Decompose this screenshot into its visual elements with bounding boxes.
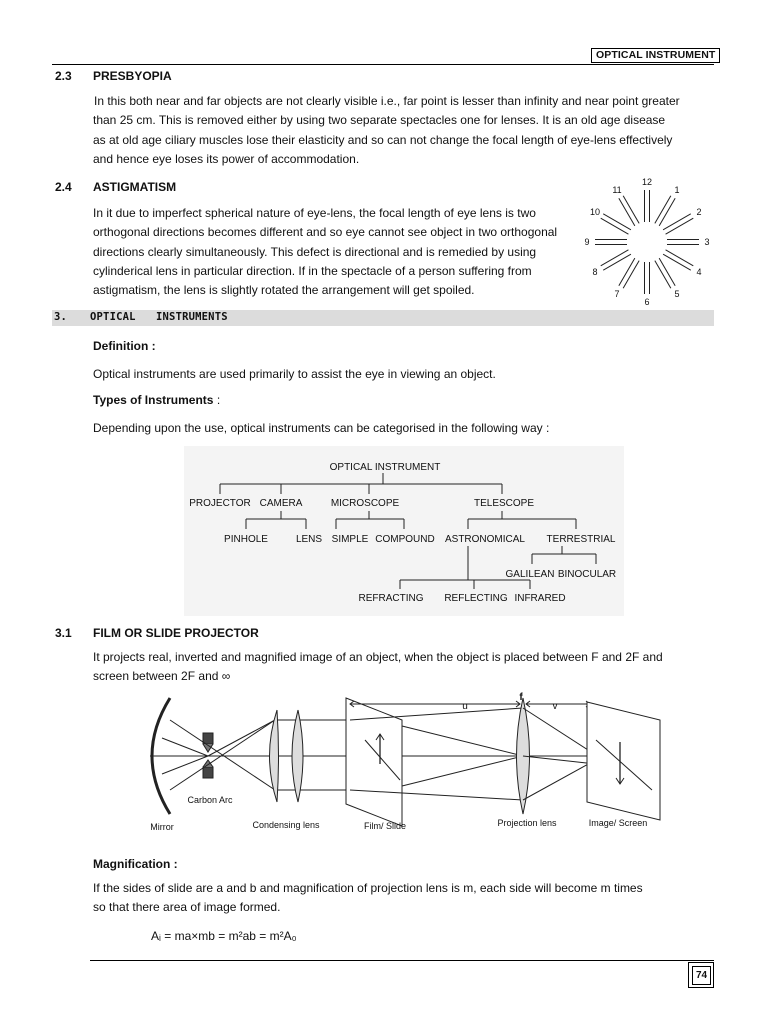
types-label: Types of Instruments (93, 393, 214, 407)
section-title: ASTIGMATISM (93, 180, 177, 194)
tree-node-binocular: BINOCULAR (557, 569, 617, 580)
text-line: as at old age ciliary muscles lose their elasticity and so can not change the focal length of eye-lens effectively (93, 132, 673, 147)
types-text: Depending upon the use, optical instruments can be categorised in the following way : (93, 421, 550, 435)
section-title: FILM OR SLIDE PROJECTOR (93, 626, 259, 640)
text-line: orthogonal directions becomes different and so eye cannot see object in two orthogonal (93, 225, 558, 240)
text-line: In this both near and far objects are not clearly visible i.e., far point is lesser than infinity and near point greater (94, 94, 680, 108)
tree-node-simple: SIMPLE (331, 534, 369, 545)
text-line: cylinderical lens in particular direction. If in the spectacle of a person suffering from (93, 263, 532, 278)
tree-node-projector: PROJECTOR (189, 498, 251, 509)
section-number: 3. (54, 311, 68, 323)
text-line: than 25 cm. This is removed either by using two separate spectacles one for lenses. It is an old age disease (93, 113, 666, 128)
tree-node-infrared: INFRARED (514, 593, 566, 604)
paragraph-astigmatism (93, 204, 569, 300)
tree-node-root: OPTICAL INSTRUMENT (329, 462, 441, 473)
text-line: astigmatism, the lens is slightly rotated the arrangement will get spoiled. (93, 283, 475, 298)
tree-node-compound: COMPOUND (375, 534, 435, 545)
paragraph-projector (93, 648, 715, 687)
dial-numeral: 2 (696, 207, 702, 217)
label-f: f (519, 692, 523, 703)
section-title: PRESBYOPIA (93, 69, 172, 83)
carbon-arc-upper (203, 733, 213, 744)
label-v: v (552, 701, 558, 712)
tree-node-pinhole: PINHOLE (224, 534, 268, 545)
types-colon: : (216, 393, 221, 407)
definition-label: Definition : (93, 339, 156, 353)
tree-node-camera: CAMERA (259, 498, 303, 509)
text-line: screen between 2F and ∞ (93, 669, 231, 684)
paragraph-presbyopia (93, 92, 715, 169)
tree-node-astronomical: ASTRONOMICAL (444, 534, 526, 545)
label-condensing-lens: Condensing lens (252, 820, 320, 830)
footer-rule (90, 960, 714, 961)
dial-numeral: 10 (590, 207, 601, 217)
tree-node-lens: LENS (295, 534, 323, 545)
dial-numeral: 9 (584, 237, 590, 247)
dial-numeral: 7 (614, 288, 620, 299)
text-line: directions clearly simultaneously. This defect is directional and is remedied by using (93, 244, 537, 259)
tree-node-terrestrial: TERRESTRIAL (546, 534, 616, 545)
instrument-tree-diagram (184, 446, 624, 616)
text-line: so that there area of image formed. (93, 900, 281, 915)
section-title-word: INSTRUMENTS (156, 311, 228, 323)
condensing-lens-1 (270, 710, 279, 802)
dial-numeral: 4 (696, 267, 702, 277)
dial-numeral: 5 (674, 288, 680, 299)
dial-numeral: 12 (641, 178, 653, 187)
area-formula: Aᵢ = ma×mb = m²ab = m²A₀ (151, 929, 297, 943)
dial-numeral: 11 (612, 185, 622, 196)
text-line: and hence eye loses its power of accommodation. (93, 151, 360, 166)
running-header: OPTICAL INSTRUMENT (591, 48, 720, 63)
section-number: 3.1 (55, 626, 72, 640)
label-carbon-arc: Carbon Arc (187, 795, 233, 805)
tree-node-reflecting: REFLECTING (444, 593, 508, 604)
condensing-lens-2 (292, 710, 303, 802)
tree-node-telescope: TELESCOPE (473, 498, 535, 509)
section-bar (52, 310, 714, 326)
page-number-box (688, 962, 714, 988)
image-screen-plane (587, 702, 660, 820)
magnification-label: Magnification : (93, 857, 178, 871)
tree-node-refracting: REFRACTING (358, 593, 424, 604)
text-line: It projects real, inverted and magnified image of an object, when the object is placed between F and 2F and (93, 650, 663, 664)
tree-node-galilean: GALILEAN (505, 569, 555, 580)
label-mirror: Mirror (150, 822, 174, 832)
text-line: In it due to imperfect spherical nature of eye-lens, the focal length of eye lens is two (93, 206, 536, 220)
section-title-word: OPTICAL (90, 311, 136, 323)
dial-numeral: 3 (704, 237, 710, 247)
dial-numeral: 6 (644, 297, 650, 307)
section-number: 2.4 (55, 180, 72, 194)
types-heading (93, 393, 220, 407)
page-number: 74 (692, 966, 711, 985)
projector-ray-diagram (140, 690, 670, 832)
carbon-arc-lower (203, 767, 213, 778)
dial-numeral: 1 (674, 185, 680, 196)
text-line: If the sides of slide are a and b and magnification of projection lens is m, each side will become m times (93, 881, 643, 895)
label-film-slide: Film/ Slide (363, 821, 407, 831)
label-u: u (462, 701, 468, 712)
astigmatism-dial-figure (580, 178, 714, 308)
section-number: 2.3 (55, 69, 72, 83)
dial-numeral: 8 (592, 267, 598, 277)
label-image-screen: Image/ Screen (588, 818, 648, 828)
definition-text: Optical instruments are used primarily to assist the eye in viewing an object. (93, 367, 496, 381)
label-projection-lens: Projection lens (497, 818, 557, 828)
tree-node-microscope: MICROSCOPE (330, 498, 400, 509)
header-rule (52, 64, 714, 65)
paragraph-magnification (93, 879, 715, 918)
